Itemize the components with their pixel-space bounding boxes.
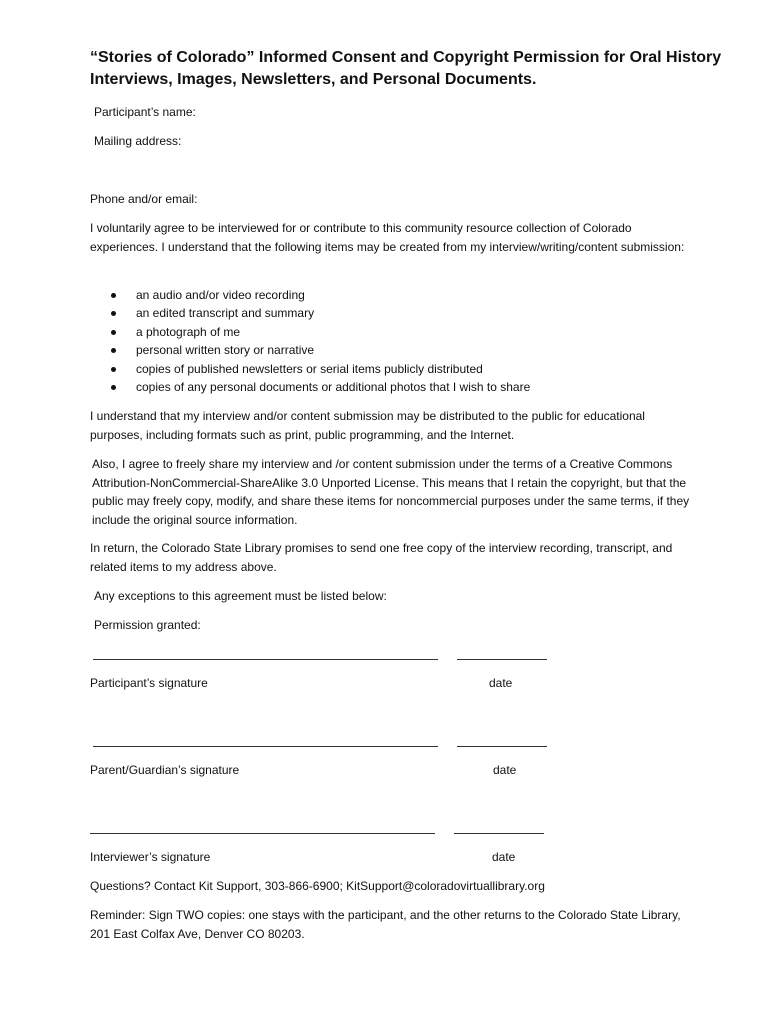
distribution-paragraph: I understand that my interview and/or content submission may be distributed to the public for educational purposes, including formats such as print, public programming, and the Internet. xyxy=(90,409,645,442)
interviewer-date-line[interactable] xyxy=(454,833,544,834)
participant-signature-line[interactable] xyxy=(93,659,438,660)
permission-granted-label: Permission granted: xyxy=(94,618,201,632)
participant-date-line[interactable] xyxy=(457,659,547,660)
list-item: an audio and/or video recording xyxy=(108,286,530,304)
bullet-icon xyxy=(111,293,116,298)
guardian-signature-label: Parent/Guardian’s signature xyxy=(90,763,240,777)
intro-paragraph: I voluntarily agree to be interviewed for or contribute to this community resource collection of Colorado experiences. I understand that the following items may be created from my interview/writing/content submission: xyxy=(90,221,685,254)
exceptions-label: Any exceptions to this agreement must be listed below: xyxy=(94,589,387,603)
participant-signature-label: Participant’s signature xyxy=(90,676,208,690)
participant-name-label: Participant’s name: xyxy=(94,105,196,119)
guardian-date-label: date xyxy=(493,763,517,777)
bullet-icon xyxy=(111,367,116,372)
list-item: copies of any personal documents or additional photos that I wish to share xyxy=(108,378,530,396)
created-items-list xyxy=(108,286,530,396)
guardian-date-line[interactable] xyxy=(457,746,547,747)
list-item: an edited transcript and summary xyxy=(108,304,530,322)
list-item: a photograph of me xyxy=(108,323,530,341)
list-item: personal written story or narrative xyxy=(108,341,530,359)
license-paragraph: Also, I agree to freely share my interview and /or content submission under the terms of a Creative Commons Attribution-NonCommercial-ShareAlike 3.0 Unported License. This means that I retain the copyright, but that the public may freely copy, modify, and share these items for noncommercial purposes under the same terms, if they include the original source information. xyxy=(92,457,690,527)
document-title: “Stories of Colorado” Informed Consent and Copyright Permission for Oral History Interviews, Images, Newsletters, and Personal Documents. xyxy=(90,49,722,88)
questions-contact: Questions? Contact Kit Support, 303-866-6900; KitSupport@coloradovirtuallibrary.org xyxy=(90,879,545,893)
mailing-address-label: Mailing address: xyxy=(94,134,182,148)
phone-email-label: Phone and/or email: xyxy=(90,192,198,206)
bullet-icon xyxy=(111,311,116,316)
participant-date-label: date xyxy=(489,676,513,690)
reminder-paragraph: Reminder: Sign TWO copies: one stays with the participant, and the other returns to the Colorado State Library, 201 East Colfax Ave, Denver CO 80203. xyxy=(90,908,681,941)
guardian-signature-line[interactable] xyxy=(93,746,438,747)
interviewer-signature-label: Interviewer’s signature xyxy=(90,850,211,864)
bullet-icon xyxy=(111,330,116,335)
interviewer-signature-line[interactable] xyxy=(90,833,435,834)
in-return-paragraph: In return, the Colorado State Library promises to send one free copy of the interview recording, transcript, and related items to my address above. xyxy=(90,541,673,574)
bullet-icon xyxy=(111,385,116,390)
bullet-icon xyxy=(111,348,116,353)
interviewer-date-label: date xyxy=(492,850,516,864)
list-item: copies of published newsletters or serial items publicly distributed xyxy=(108,360,530,378)
